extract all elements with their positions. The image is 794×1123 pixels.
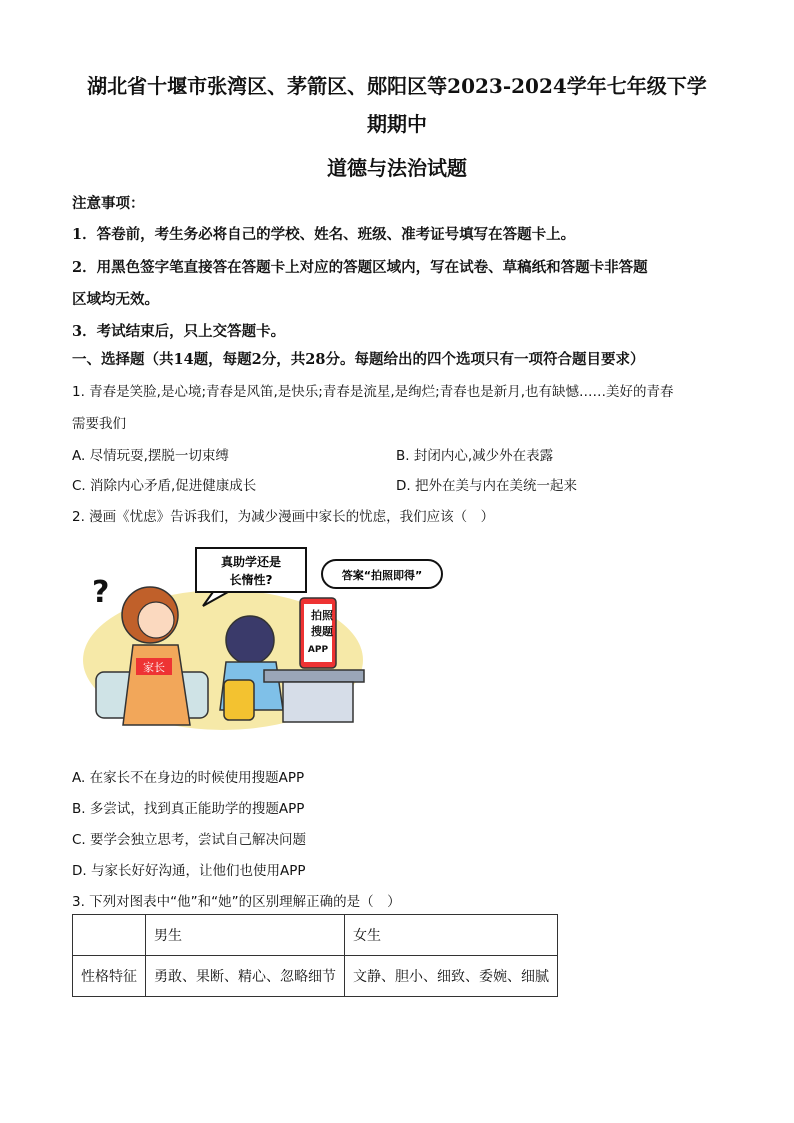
yellow-chair	[224, 680, 254, 720]
q2-stem: 2. 漫画《忧虑》告诉我们，为减少漫画中家长的忧虑，我们应该（ ）	[72, 509, 495, 525]
desk-body	[283, 682, 353, 722]
phone-text-3: 搜	[311, 625, 322, 638]
notice-item-3: 3．考试结束后，只上交答题卡。	[72, 323, 286, 340]
q1-stem-line2: 需要我们	[72, 416, 126, 432]
q1-stem-line1: 1. 青春是笑脸,是心境;青春是风笛,是快乐;青春是流星,是绚烂;青春也是新月,也有缺憾……美好的青春	[72, 384, 674, 400]
parent-dress	[123, 645, 190, 725]
parent-bubble-text-2: 长惰性?	[229, 573, 273, 587]
q2-option-b: B. 多尝试，找到真正能助学的搜题APP	[72, 801, 305, 817]
exam-subtitle: 道德与法治试题	[327, 156, 467, 180]
q1-option-b: B. 封闭内心,减少外在表露	[396, 448, 554, 464]
parent-label: 家长	[143, 661, 165, 674]
desk-top	[264, 670, 364, 682]
exam-title-line2: 期期中	[367, 112, 427, 136]
notice-item-2b: 区域均无效。	[72, 291, 159, 308]
q1-option-c: C. 消除内心矛盾,促进健康成长	[72, 478, 257, 494]
section1-heading: 一、选择题（共14题，每题2分，共28分。每题给出的四个选项只有一项符合题目要求）	[72, 351, 645, 368]
q2-option-d: D. 与家长好好沟通，让他们也使用APP	[72, 863, 306, 879]
table-cell-male: 勇敢、果断、精心、忽略细节	[146, 956, 345, 997]
notice-item-2a: 2．用黑色签字笔直接答在答题卡上对应的答题区域内，写在试卷、草稿纸和答题卡非答题	[72, 259, 648, 276]
table-row	[73, 956, 558, 997]
child-hair	[226, 616, 274, 664]
phone-text-1: 拍	[311, 609, 322, 622]
gender-comparison-table	[72, 914, 558, 997]
phone-text-5: APP	[307, 645, 329, 655]
answer-bubble-text: 答案“拍照即得”	[341, 569, 423, 582]
table-cell	[73, 915, 146, 956]
exam-title-line1: 湖北省十堰市张湾区、茅箭区、郧阳区等2023-2024学年七年级下学	[87, 74, 707, 98]
table-row-label: 性格特征	[73, 956, 146, 997]
q1-option-a: A. 尽情玩耍,摆脱一切束缚	[72, 448, 229, 464]
table-header-female: 女生	[345, 915, 558, 956]
notice-item-1: 1．答卷前，考生务必将自己的学校、姓名、班级、准考证号填写在答题卡上。	[72, 226, 576, 243]
worry-cartoon	[78, 540, 423, 740]
q1-option-d: D. 把外在美与内在美统一起来	[396, 478, 577, 494]
table-header-row	[73, 915, 558, 956]
phone-text-4: 题	[322, 625, 333, 638]
q3-stem: 3. 下列对图表中“他”和“她”的区别理解正确的是（ ）	[72, 894, 401, 910]
notice-heading: 注意事项：	[72, 195, 145, 212]
question-mark-text: ?	[92, 575, 110, 610]
parent-face	[138, 602, 174, 638]
q2-option-a: A. 在家长不在身边的时候使用搜题APP	[72, 770, 305, 786]
parent-bubble-text-1: 真助学还是	[220, 555, 282, 569]
q2-option-c: C. 要学会独立思考，尝试自己解决问题	[72, 832, 307, 848]
phone-text-2: 照	[322, 609, 333, 622]
table-header-male: 男生	[146, 915, 345, 956]
table-cell-female: 文静、胆小、细致、委婉、细腻	[345, 956, 558, 997]
